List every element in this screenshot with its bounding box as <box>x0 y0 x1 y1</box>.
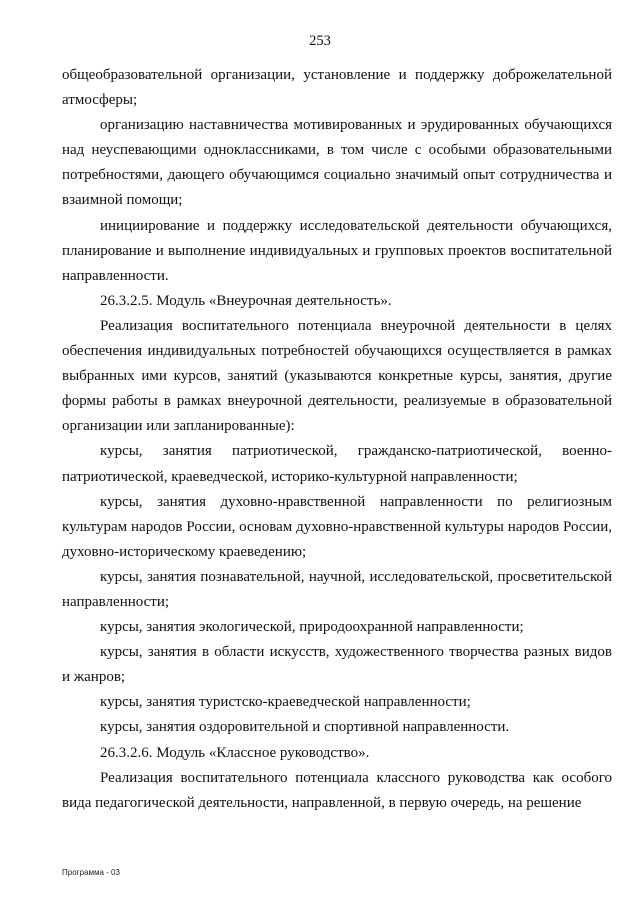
list-item: курсы, занятия экологической, природоохранной направленности; <box>100 619 524 636</box>
list-item: курсы, занятия познавательной, научной, исследовательской, просветительской направленности; <box>62 568 612 610</box>
paragraph: Реализация воспитательного потенциала классного руководства как особого вида педагогической деятельности, направленной, в первую очередь, на решение <box>62 769 612 811</box>
paragraph: организацию наставничества мотивированных и эрудированных обучающихся над неуспевающими одноклассниками, в том числе с особыми образовательными потребностями, дающего обучающимся социально значимый опыт сотрудничества и взаимной помощи; <box>62 117 612 209</box>
paragraph: инициирование и поддержку исследовательской деятельности обучающихся, планирование и выполнение индивидуальных и групповых проектов воспитательной направленности. <box>62 217 612 284</box>
list-item: курсы, занятия в области искусств, художественного творчества разных видов и жанров; <box>62 644 612 686</box>
section-heading: 26.3.2.6. Модуль «Классное руководство». <box>100 744 370 761</box>
footer-label: Программа - 03 <box>62 868 120 877</box>
list-item: курсы, занятия туристско-краеведческой направленности; <box>100 694 471 711</box>
document-body <box>62 63 612 816</box>
list-item: курсы, занятия патриотической, гражданско-патриотической, военно-патриотической, краеведческой, историко-культурной направленности; <box>62 443 612 485</box>
paragraph: Реализация воспитательного потенциала внеурочной деятельности в целях обеспечения индивидуальных потребностей обучающихся осуществляется в рамках выбранных ими курсов, занятий (указываются конкретные курсы, занятия, другие формы работы в рамках внеурочной деятельности, реализуемые в образовательной организации или запланированные): <box>62 317 612 435</box>
page-number: 253 <box>309 33 331 49</box>
list-item: курсы, занятия оздоровительной и спортивной направленности. <box>100 719 510 736</box>
list-item: курсы, занятия духовно-нравственной направленности по религиозным культурам народов России, основам духовно-нравственной культуры народов России, духовно-историческому краеведению; <box>62 493 612 560</box>
paragraph: общеобразовательной организации, установление и поддержку доброжелательной атмосферы; <box>62 67 612 109</box>
section-heading: 26.3.2.5. Модуль «Внеурочная деятельность». <box>100 292 392 309</box>
